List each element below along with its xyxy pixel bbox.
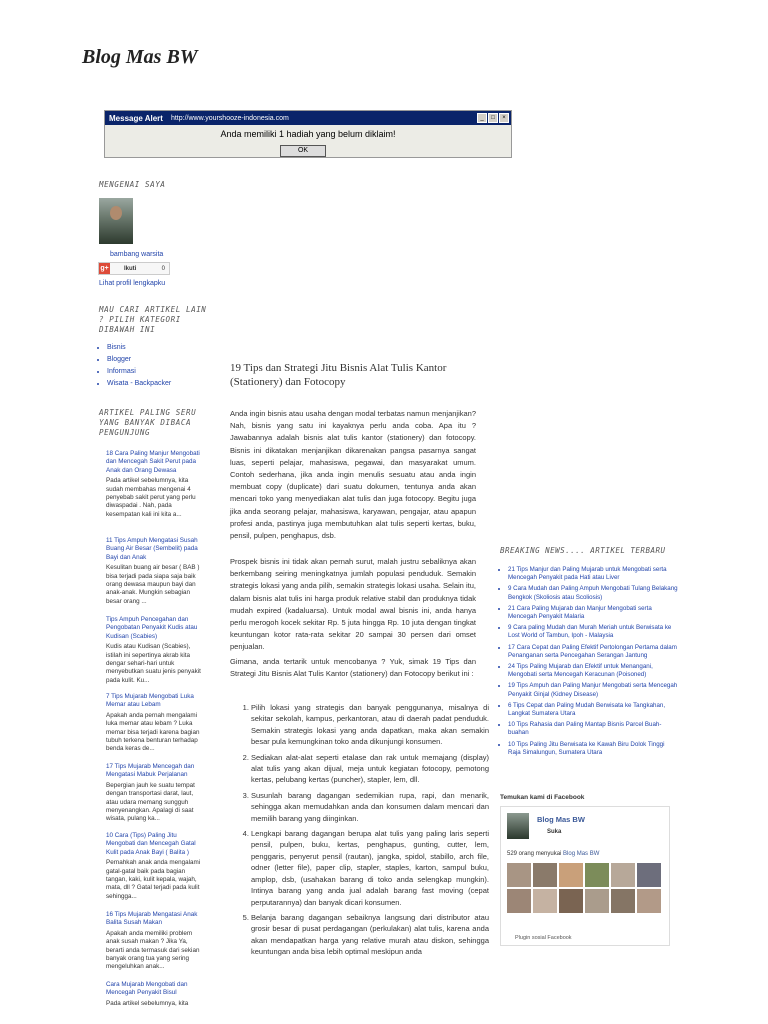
popular-post-title[interactable]: Tips Ampuh Pencegahan dan Pengobatan Penyakit Kudis atau Kudisan (Scabies) bbox=[106, 616, 198, 640]
ad-message: Anda memiliki 1 hadiah yang belum diklaim! bbox=[220, 129, 396, 139]
popular-post-title[interactable]: 10 Cara (Tips) Paling Jitu Mengobati dan Mencegah Gatal Kulit pada Anak Bayi ( Balita ) bbox=[106, 832, 196, 856]
author-name-link[interactable]: bambang warsita bbox=[110, 251, 164, 258]
fan-avatar[interactable] bbox=[611, 863, 635, 887]
news-item[interactable]: • 6 Tips Cepat dan Paling Mudah Berwisata ke Tangkahan, Langkat Sumatera Utara bbox=[508, 702, 678, 718]
fan-avatar[interactable] bbox=[533, 889, 557, 913]
popular-post bbox=[106, 832, 206, 901]
tip-item: 2. Sediakan alat-alat seperti etalase dan rak untuk memajang (display) alat tulis yang akan dijual, meja untuk kegiatan fotocopy, pemotong kertas, pelubang kertas (puncher), stapler, lem, dll. bbox=[251, 752, 489, 786]
popular-post bbox=[106, 616, 206, 685]
category-item[interactable]: • Informasi bbox=[107, 366, 171, 378]
tips-list bbox=[238, 702, 489, 962]
news-item[interactable]: • 9 Cara paling Mudah dan Murah Meriah untuk Berwisata ke Lost World of Tambun, Ipoh - Malaysia bbox=[508, 624, 678, 640]
facebook-plugin-label: Plugin sosial Facebook bbox=[515, 935, 572, 941]
ad-window-title: Message Alert bbox=[109, 113, 163, 123]
facebook-like-box bbox=[500, 806, 670, 946]
category-heading: MAU CARI ARTIKEL LAIN ? PILIH KATEGORI DIBAWAH INI bbox=[99, 305, 207, 334]
fan-avatar[interactable] bbox=[507, 889, 531, 913]
category-item[interactable]: • Wisata - Backpacker bbox=[107, 378, 171, 390]
maximize-icon: □ bbox=[488, 113, 498, 123]
fan-avatar[interactable] bbox=[585, 863, 609, 887]
popular-post-snippet: Pada artikel sebelumnya, kita bbox=[106, 999, 189, 1007]
category-list bbox=[99, 342, 171, 390]
close-icon: × bbox=[499, 113, 509, 123]
facebook-page-avatar[interactable] bbox=[507, 813, 529, 839]
facebook-page-name[interactable]: Blog Mas BW bbox=[537, 815, 585, 824]
category-item[interactable]: • Blogger bbox=[107, 354, 171, 366]
fan-avatar[interactable] bbox=[637, 889, 661, 913]
news-heading: BREAKING NEWS.... ARTIKEL TERBARU bbox=[500, 546, 666, 555]
popular-post-title[interactable]: Cara Mujarab Mengobati dan Mencegah Penyakit Bisul bbox=[106, 981, 188, 997]
popular-heading: ARTIKEL PALING SERU YANG BANYAK DIBACA PENGUNJUNG bbox=[99, 408, 197, 437]
blog-title[interactable]: Blog Mas BW bbox=[82, 46, 198, 68]
post-paragraph: Prospek bisnis ini tidak akan pernah surut, malah justru sebaliknya akan berkembang seiring meningkatnya jumlah populasi penduduk. Semakin strategis lokasi yang anda pilih, semakin strategis lokasi usaha. Selain itu, dalam bisnis alat tulis ini harga produk relative stabil dan produknya tidak mudah expired (kadaluarsa). Untuk modal awal bisnis ini, anda hanya perlu merogoh kocek sekitar Rp. 5 juta hingga Rp. 10 juta dengan tingkat keuntungan kotor rata-rata sekitar 20 sampai 30 persen dari omset penjualan. bbox=[230, 557, 476, 652]
popular-post-title[interactable]: 18 Cara Paling Manjur Mengobati dan Mencegah Sakit Perut pada Anak dan Orang Dewasa bbox=[106, 450, 200, 474]
popular-post bbox=[106, 450, 206, 519]
popular-post-snippet: Pada artikel sebelumnya, kita sudah membahas mengenai 4 penyebab sakit perut yang perlu diwaspadai . Nah, pada kesempatan kali ini kita a... bbox=[106, 477, 196, 518]
category-item[interactable]: • Bisnis bbox=[107, 342, 171, 354]
ad-title-bar bbox=[105, 111, 511, 125]
fan-avatar[interactable] bbox=[611, 889, 635, 913]
news-list bbox=[500, 566, 678, 760]
minimize-icon: _ bbox=[477, 113, 487, 123]
facebook-like-count bbox=[507, 851, 599, 857]
fan-avatar[interactable] bbox=[585, 889, 609, 913]
facebook-like-button[interactable]: Suka bbox=[547, 829, 562, 835]
popular-post-snippet: Bepergian jauh ke suatu tempat dengan transportasi darat, laut, atau udara memang sungguh menyenangkan. Apalagi di saat wisata, pulang ka... bbox=[106, 781, 195, 823]
popular-post-title[interactable]: 7 Tips Mujarab Mengobati Luka Memar atau Lebam bbox=[106, 693, 194, 709]
popular-post-snippet: Kudis atau Kudisan (Scabies), istilah ini sepertinya akrab kita dengar sehari-hari untuk menyebutkan suatu jenis penyakit pada kulit. Ku... bbox=[106, 643, 201, 684]
gplus-follow-button[interactable] bbox=[98, 262, 170, 275]
popular-post-title[interactable]: 16 Tips Mujarab Mengatasi Anak Balita Susah Makan bbox=[106, 911, 198, 927]
news-item[interactable]: • 21 Cara Paling Mujarab dan Manjur Mengobati serta Mencegah Penyakit Malaria bbox=[508, 605, 678, 621]
gplus-label: Ikuti bbox=[124, 265, 137, 272]
popular-post bbox=[106, 911, 206, 972]
popular-post-snippet: Pernahkah anak anda mengalami gatal-gatal baik pada bagian tangan, kaki, kulit kepala, wajah, mata, dll ? Gatal terjadi pada kulit sehingga... bbox=[106, 859, 201, 900]
gplus-count: 0 bbox=[161, 265, 165, 272]
facebook-widget bbox=[500, 794, 670, 946]
profile-link[interactable]: Lihat profil lengkapku bbox=[99, 280, 166, 287]
avatar[interactable] bbox=[99, 198, 133, 244]
popular-post bbox=[106, 981, 206, 1008]
popular-post-snippet: Apakah anda pernah mengalami luka memar atau lebam ? Luka memar bisa terjadi karena bagian tubuh terkena benturan terhadap benda keras de... bbox=[106, 711, 200, 753]
facebook-count-text: 529 orang menyukai bbox=[507, 851, 562, 857]
facebook-faces bbox=[507, 863, 663, 913]
tip-item: 3. Susunlah barang dagangan sedemikian rupa, rapi, dan menarik, sehingga akan memudahkan anda dan konsumen dalam mencari dan memilih barang yang diinginkan. bbox=[251, 790, 489, 824]
ad-url: http://www.yourshooze-indonesia.com bbox=[170, 114, 289, 122]
popular-post-snippet: Kesulitan buang air besar ( BAB ) bisa terjadi pada siapa saja baik orang dewasa maupun bayi dan anak-anak. Mungkin sebagian besar orang ... bbox=[106, 564, 200, 605]
news-item[interactable]: • 19 Tips Ampuh dan Paling Manjur Mengobati serta Mencegah Penyakit Ginjal (Kidney Disease) bbox=[508, 682, 678, 698]
fan-avatar[interactable] bbox=[559, 863, 583, 887]
gplus-icon: g+ bbox=[100, 265, 109, 272]
news-item[interactable]: • 10 Tips Paling Jitu Berwisata ke Kawah Biru Dolok Tinggi Raja Simalungun, Sumatera Utara bbox=[508, 741, 678, 757]
ad-ok-button[interactable]: OK bbox=[280, 145, 326, 157]
fan-avatar[interactable] bbox=[507, 863, 531, 887]
news-item[interactable]: • 24 Tips Paling Mujarab dan Efektif untuk Menangani, Mengobati serta Mencegah Keracunan (Poisoned) bbox=[508, 663, 678, 679]
post-title[interactable]: 19 Tips dan Strategi Jitu Bisnis Alat Tulis Kantor (Stationery) dan Fotocopy bbox=[230, 362, 447, 388]
news-item[interactable]: • 10 Tips Rahasia dan Paling Mantap Bisnis Parcel Buah-buahan bbox=[508, 721, 678, 737]
facebook-heading: Temukan kami di Facebook bbox=[500, 794, 585, 801]
news-item[interactable]: • 17 Cara Cepat dan Paling Efektif Pertolongan Pertama dalam Penanganan serta Pencegahan Serangan Jantung bbox=[508, 644, 678, 660]
ad-banner[interactable] bbox=[104, 110, 512, 158]
tip-item: 4. Lengkapi barang dagangan berupa alat tulis yang paling laris seperti pensil, pulpen, buku, kertas, penghapus, gunting, cutter, lem, penggaris, penyerut pensil (rautan), jangka, spidol, stabillo, arch file, odner (letter file), paper clip, stapler, staples, karton, sampul buku, amplop, dsb, (usahakan barang di toko anda selengkap mungkin). Intinya barang yang anda jual adalah barang fast moving (cepat perputarannya) dan banyak dicari konsumen. bbox=[251, 828, 489, 908]
facebook-count-link[interactable]: Blog Mas BW bbox=[563, 851, 600, 857]
tip-item: 5. Belanja barang dagangan sebaiknya langsung dari distributor atau grosir besar di pusat perdagangan (perkulakan) alat tulis, karena anda akan mendapatkan harga yang relative murah atau diskon, sehingga keuntungan anda bisa lebih optimal meskipun anda bbox=[251, 912, 489, 958]
fan-avatar[interactable] bbox=[533, 863, 557, 887]
popular-post bbox=[106, 763, 206, 824]
news-item[interactable]: • 21 Tips Manjur dan Paling Mujarab untuk Mengobati serta Mencegah Penyakit pada Hati atau Liver bbox=[508, 566, 678, 582]
post-paragraph: Gimana, anda tertarik untuk mencobanya ? Yuk, simak 19 Tips dan Strategi Jitu Bisnis Alat Tulis Kantor (stationery) dan Fotocopy berikut ini : bbox=[230, 657, 476, 679]
fan-avatar[interactable] bbox=[637, 863, 661, 887]
post-paragraph: Anda ingin bisnis atau usaha dengan modal terbatas namun menjanjikan? Nah, bisnis yang satu ini kayaknya perlu anda coba. Apa itu ? Jawabannya adalah bisnis alat tulis kantor (stationery) dan fotocopy. Bisnis ini dikatakan menjanjikan dikarenakan pangsa pasarnya sangat luas, seperti pelajar, mahasiswa, pegawai, dan masyarakat umum. Contoh sederhana, jika anda ingin menulis sesuatu atau anda ingin membuat copy (duplicate) dari suatu dokumen, tentunya anda akan mencari toko yang menyediakan alat tulis dan juga fotocopy. Begitu juga jika anda seorang pelajar, mahasiswa, karyawan, pengajar, atau apapun profesi anda, pastinya juga membutuhkan alat tulis seperti kertas, buku, pensil, pulpen, penghapus, dsb. bbox=[230, 409, 477, 541]
popular-post bbox=[106, 693, 206, 754]
about-heading: MENGENAI SAYA bbox=[99, 180, 166, 189]
popular-post-title[interactable]: 11 Tips Ampuh Mengatasi Susah Buang Air Besar (Sembelit) pada Bayi dan Anak bbox=[106, 537, 198, 561]
tip-item: 1. Pilih lokasi yang strategis dan banyak penggunanya, misalnya di sekitar sekolah, kampus, perkantoran, atau di daerah padat penduduk. Semakin strategis lokasi yang anda dapatkan, maka akan semakin besar pula kemungkinan toko anda dikunjungi konsumen. bbox=[251, 702, 489, 748]
fan-avatar[interactable] bbox=[559, 889, 583, 913]
popular-post-snippet: Apakah anda memiliki problem anak susah makan ? Jika Ya, berarti anda termasuk dari sekian banyak orang tua yang sering mengeluhkan anak... bbox=[106, 929, 200, 971]
popular-post bbox=[106, 537, 206, 606]
popular-post-title[interactable]: 17 Tips Mujarab Mencegah dan Mengatasi Mabuk Perjalanan bbox=[106, 763, 195, 779]
news-item[interactable]: • 9 Cara Mudah dan Paling Ampuh Mengobati Tulang Belakang Bengkok (Skoliosis atau Scoliosis) bbox=[508, 585, 678, 601]
ad-window-controls bbox=[477, 113, 509, 123]
